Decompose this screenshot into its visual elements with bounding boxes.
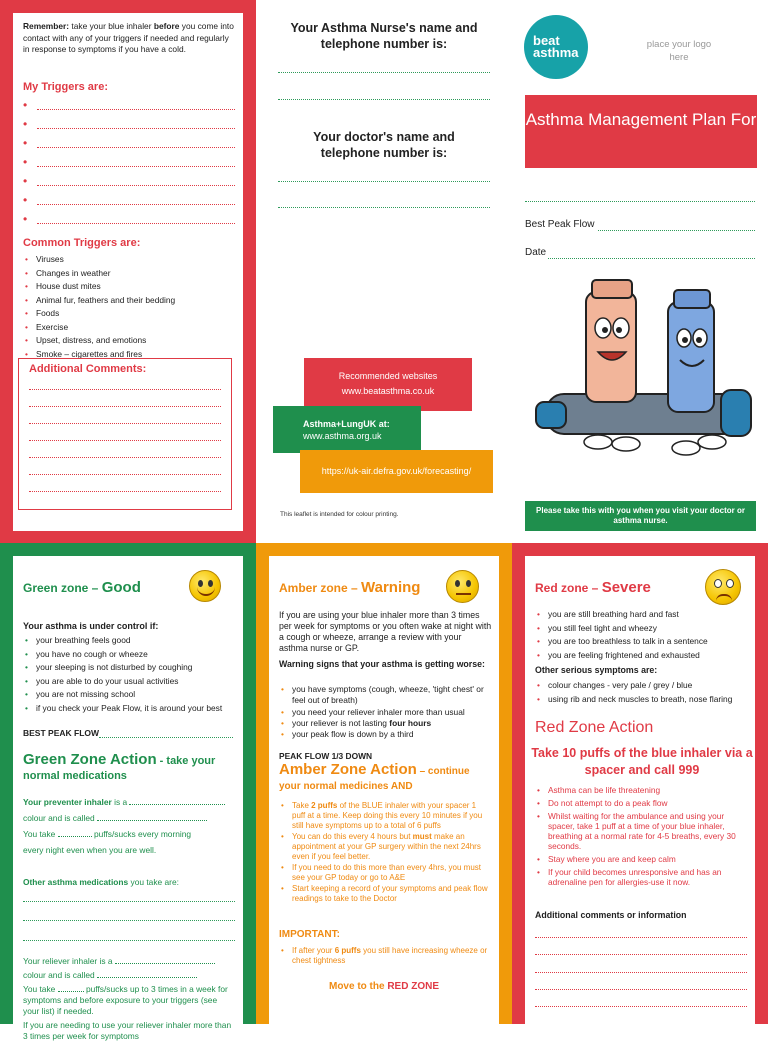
preventer-section: Your preventer inhaler is a colour and is called You take puffs/sucks every morning every night even when you are well.	[23, 794, 233, 858]
common-triggers-list	[23, 253, 237, 361]
list-item: • your breathing feels good	[23, 634, 241, 648]
smiling-face-icon	[189, 570, 221, 602]
nurse-line[interactable]	[278, 99, 490, 100]
list-item: • you are feeling frightened and exhausted	[535, 649, 749, 663]
lunguk-link[interactable]: www.asthma.org.uk	[303, 431, 382, 441]
nurse-line[interactable]	[278, 72, 490, 73]
my-triggers-title: My Triggers are:	[23, 81, 108, 93]
red-action-instruction: Take 10 puffs of the blue inhaler via a spacer and call 999	[531, 746, 753, 777]
red-signs-list	[535, 608, 749, 662]
reliever-section: Your reliever inhaler is a colour and is called You take puffs/sucks up to 3 times in a week for symptoms and before exposure to your triggers (see your list) if needed. If you are needing to use your reliever inhaler more than 3 times per week for symptoms	[23, 956, 232, 1041]
list-item: • Viruses	[23, 253, 237, 267]
green-zone-panel	[0, 543, 256, 1041]
red-zone-title: Red zone – Severe	[535, 579, 651, 596]
additional-comments-label: Additional comments or information	[535, 910, 687, 920]
list-item: • Do not attempt to do a peak flow	[535, 798, 747, 808]
trigger-line[interactable]	[37, 147, 235, 148]
list-item: • if you check your Peak Flow, it is around your best	[23, 702, 241, 716]
trigger-line[interactable]	[37, 185, 235, 186]
green-action-title: Green Zone Action - take your normal medications	[23, 751, 216, 782]
list-item: • you are able to do your usual activities	[23, 675, 241, 689]
trigger-line[interactable]	[37, 109, 235, 110]
list-item: • Changes in weather	[23, 267, 237, 281]
trigger-line[interactable]	[37, 204, 235, 205]
list-item: • colour changes - very pale / grey / blue	[535, 679, 751, 693]
list-item: • Take 2 puffs of the BLUE inhaler with your spacer 1 puff at a time. Keep doing this every 10 minutes if you still have symptoms up to a total of 6 puffs	[279, 801, 491, 831]
lunguk-title: Asthma+LungUK at:	[303, 419, 390, 429]
list-item: • you are not missing school	[23, 688, 241, 702]
list-item: • you have no cough or wheeze	[23, 648, 241, 662]
trigger-line[interactable]	[37, 223, 235, 224]
take-this-banner: Please take this with you when you visit your doctor or asthma nurse.	[525, 501, 756, 531]
my-triggers-list: • • • • • • •	[23, 100, 235, 233]
amber-zone-title: Amber zone – Warning	[279, 579, 421, 596]
doctor-label: Your doctor's name and telephone number is:	[313, 130, 455, 160]
defra-link[interactable]: https://uk-air.defra.gov.uk/forecasting/	[321, 466, 472, 476]
list-item: • your sleeping is not disturbed by coughing	[23, 661, 241, 675]
peak-flow-third-down: PEAK FLOW 1/3 DOWN	[279, 751, 373, 761]
defra-box[interactable]	[300, 450, 493, 493]
amber-intro: If you are using your blue inhaler more than 3 times per week for symptoms or you often wake at night with a cough or wheeze, arrange a review with your asthma nurse or GP.	[279, 610, 492, 653]
list-item: • you need your reliever inhaler more than usual	[279, 707, 489, 718]
additional-comments-box[interactable]	[18, 358, 232, 510]
red-action-title: Red Zone Action	[535, 719, 654, 736]
recommended-title: Recommended websites	[338, 371, 438, 381]
other-meds-label: Other asthma medications you take are:	[23, 877, 179, 887]
list-item: • Foods	[23, 307, 237, 321]
other-serious-list	[535, 679, 751, 706]
warning-signs-list	[279, 684, 489, 740]
list-item: • If after your 6 puffs you still have increasing wheeze or chest tightness	[279, 946, 491, 966]
list-item: • House dust mites	[23, 280, 237, 294]
asthma-lunguk-box[interactable]	[273, 406, 421, 453]
trigger-line[interactable]	[37, 166, 235, 167]
recommended-websites-box[interactable]	[304, 358, 472, 411]
list-item: • Exercise	[23, 321, 237, 335]
doctor-line[interactable]	[278, 207, 490, 208]
red-action-list	[535, 785, 747, 887]
plan-title: Asthma Management Plan For	[525, 95, 757, 168]
additional-comments-title: Additional Comments:	[29, 363, 147, 375]
list-item: • you are still breathing hard and fast	[535, 608, 749, 622]
warning-signs-title: Warning signs that your asthma is getting worse:	[279, 659, 485, 669]
green-peak-flow-line[interactable]	[99, 737, 233, 738]
remember-note: Remember: take your blue inhaler before you come into contact with any of your triggers if needed and regularly in response to symptoms if you have a cold.	[23, 21, 234, 54]
doctor-line[interactable]	[278, 181, 490, 182]
list-item: • Stay where you are and keep calm	[535, 854, 747, 864]
list-item: • your reliever is not lasting four hours	[279, 718, 489, 729]
best-peak-flow-label: Best Peak Flow	[525, 219, 595, 230]
place-logo-placeholder[interactable]: place your logo here	[646, 14, 712, 80]
beat-asthma-logo: beat asthma	[524, 15, 588, 79]
date-line[interactable]	[548, 258, 755, 259]
nurse-label: Your Asthma Nurse's name and telephone number is:	[290, 21, 478, 51]
move-to-red-zone: Move to the RED ZONE	[328, 981, 439, 992]
sad-face-icon	[705, 569, 741, 605]
top-middle-panel	[256, 0, 512, 543]
best-peak-flow-line[interactable]	[598, 230, 755, 231]
list-item: • Whilst waiting for the ambulance and using your spacer, take 1 puff at a time of your blue inhaler, breathing at a normal rate for 4-5 breaths, every 30 seconds.	[535, 811, 747, 851]
top-right-panel	[512, 0, 768, 543]
recommended-link[interactable]: www.beatasthma.co.uk	[341, 386, 435, 396]
plan-for-line[interactable]	[525, 201, 755, 202]
top-left-panel	[0, 0, 256, 543]
inhaler-mascots-illustration	[526, 272, 756, 472]
common-triggers-title: Common Triggers are:	[23, 237, 141, 249]
trigger-line[interactable]	[37, 128, 235, 129]
list-item: • your peak flow is down by a third	[279, 729, 489, 740]
amber-zone-panel	[256, 543, 512, 1024]
other-serious-title: Other serious symptoms are:	[535, 665, 658, 675]
list-item: • If you need to do this more than every 4hrs, you must see your GP today or go to A&E	[279, 863, 491, 883]
list-item: • Smoke – cigarettes and fires	[23, 348, 237, 362]
list-item: • Start keeping a record of your symptoms and peak flow readings to take to the Doctor	[279, 884, 491, 904]
green-signs-list	[23, 634, 241, 715]
list-item: • Upset, distress, and emotions	[23, 334, 237, 348]
date-label: Date	[525, 247, 547, 258]
list-item: • If your child becomes unresponsive and has an adrenaline pen for allergies-use it now.	[535, 867, 747, 887]
worried-face-icon	[446, 570, 479, 603]
amber-action-list	[279, 801, 491, 904]
list-item: • Asthma can be life threatening	[535, 785, 747, 795]
list-item: • You can do this every 4 hours but must make an appointment at your GP surgery within the next 24hrs even if you feel better.	[279, 832, 491, 862]
green-best-peak-flow: BEST PEAK FLOW	[23, 728, 100, 738]
list-item: • you have symptoms (cough, wheeze, 'tight chest' or feel out of breath)	[279, 684, 489, 707]
list-item: • you are too breathless to talk in a sentence	[535, 635, 749, 649]
list-item: • you still feel tight and wheezy	[535, 622, 749, 636]
colour-print-note: This leaflet is intended for colour printing.	[280, 511, 399, 518]
important-label: IMPORTANT:	[279, 929, 340, 940]
under-control-title: Your asthma is under control if:	[23, 621, 159, 631]
amber-action-title: Amber Zone Action – continue your normal medicines AND	[279, 761, 470, 792]
list-item: • Animal fur, feathers and their bedding	[23, 294, 237, 308]
important-list	[279, 946, 491, 966]
red-zone-panel	[512, 543, 768, 1024]
list-item: • using rib and neck muscles to breath, nose flaring	[535, 693, 751, 707]
green-zone-title: Green zone – Good	[23, 579, 141, 596]
